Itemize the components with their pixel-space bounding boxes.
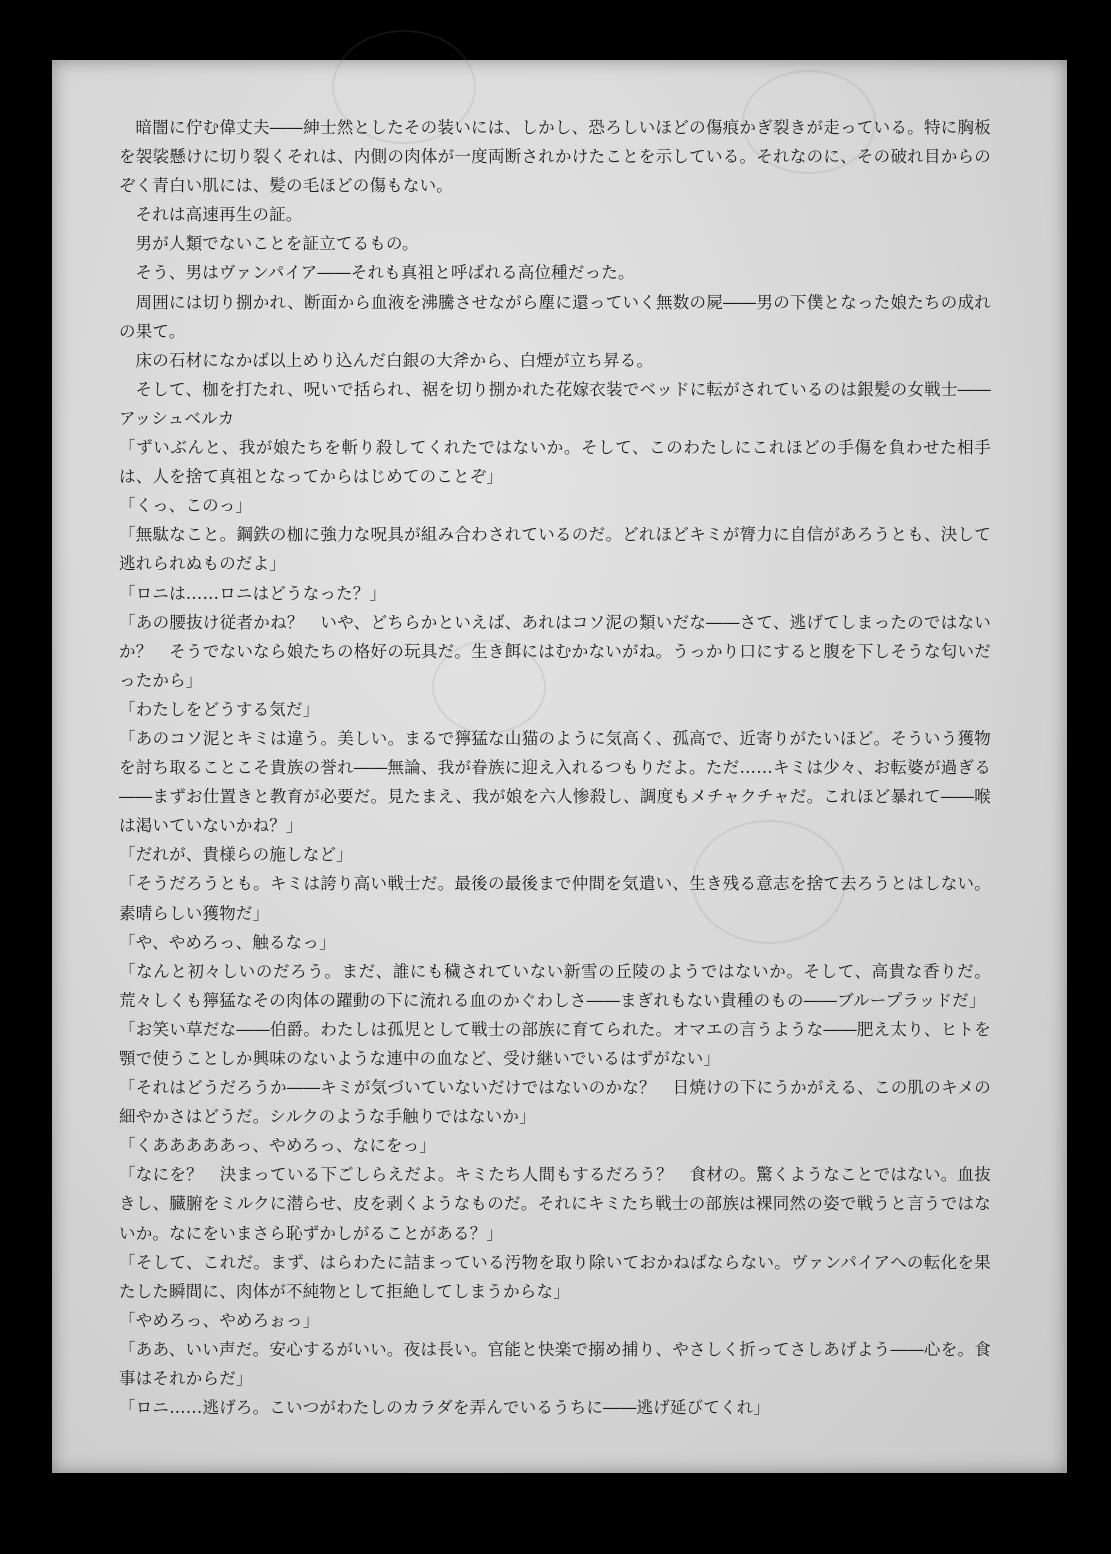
dialogue-paragraph: 「ああ、いい声だ。安心するがいい。夜は長い。官能と快楽で搦め捕り、やさしく折ってさしあげよう――心を。食事はそれからだ」	[119, 1339, 991, 1389]
dialogue-paragraph: 「くあああああっ、やめろっ、なにをっ」	[119, 1136, 437, 1156]
dialogue-paragraph: 「や、やめろっ、触るなっ」	[119, 932, 336, 952]
dialogue-paragraph: 「そうだろうとも。キミは誇り高い戦士だ。最後の最後まで仲間を気遣い、生き残る意志を捨て去ろうとはしない。素晴らしい獲物だ」	[119, 874, 991, 923]
dialogue-paragraph: 「そして、これだ。まず、はらわたに詰まっている汚物を取り除いておかねばならない。ヴァンパイアへの転化を果たした瞬間に、肉体が不純物として拒絶してしまうからな」	[119, 1252, 991, 1301]
narration-paragraph: 暗闇に佇む偉丈夫――紳士然としたその装いには、しかし、恐ろしいほどの傷痕かぎ裂きが走っている。特に胸板を袈裟懸けに切り裂くそれは、内側の肉体が一度両断されかけたことを示している。それなのに、その破れ目からのぞく青白い肌には、髪の毛ほどの傷もない。	[119, 118, 991, 196]
dialogue-paragraph: 「あのコソ泥とキミは違う。美しい。まるで獰猛な山猫のように気高く、孤高で、近寄りがたいほど。そういう獲物を討ち取ることこそ貴族の誉れ――無論、我が眷族に迎え入れるつもりだよ。ただ……キミは少々、お転婆が過ぎる――まずお仕置きと教育が必要だ。見たまえ、我が娘を六人惨殺し、調度もメチャクチャだ。これほど暴れて――喉は渇いていないかね？」	[119, 728, 991, 836]
dialogue-paragraph: 「なんと初々しいのだろう。まだ、誰にも穢されていない新雪の丘陵のようではないか。そして、高貴な香りだ。荒々しくも獰猛なその肉体の躍動の下に流れる血のかぐわしさ――まぎれもない貴種のもの――ブループラッドだ」	[119, 961, 991, 1010]
dialogue-paragraph: 「わたしをどうする気だ」	[119, 699, 320, 719]
dialogue-paragraph: 「やめろっ、やめろぉっ」	[119, 1310, 320, 1330]
body-text	[119, 113, 991, 1422]
narration-paragraph: 床の石材になかば以上めり込んだ白銀の大斧から、白煙が立ち昇る。	[135, 350, 654, 370]
dialogue-paragraph: 「ずいぶんと、我が娘たちを斬り殺してくれたではないか。そして、このわたしにこれほどの手傷を負わせた相手は、人を捨て真祖となってからはじめてのことぞ」	[119, 438, 991, 487]
dialogue-paragraph: 「ロニは……ロニはどうなった？」	[119, 583, 387, 603]
dialogue-paragraph: 「あの腰抜け従者かね？ いや、どちらかといえば、あれはコソ泥の類いだな――さて、逃げてしまったのではないか？ そうでないなら娘たちの格好の玩具だ。生き餌にはむかないがね。うっかり口にすると腹を下しそうな匂いだったから」	[119, 612, 991, 690]
narration-paragraph: 周囲には切り捌かれ、断面から血液を沸騰させながら塵に還っていく無数の屍――男の下僕となった娘たちの成れの果て。	[119, 292, 991, 341]
narration-paragraph: そして、枷を打たれ、呪いで括られ、裾を切り捌かれた花嫁衣装でベッドに転がされているのは銀髪の女戦士――アッシュベルカ	[119, 379, 991, 428]
narration-paragraph: そう、男はヴァンパイア――それも真祖と呼ばれる高位種だった。	[135, 263, 635, 283]
dialogue-paragraph: 「それはどうだろうか――キミが気づいていないだけではないのかな？ 日焼けの下にうかがえる、この肌のキメの細やかさはどうだ。シルクのような手触りではないか」	[119, 1078, 991, 1127]
dialogue-paragraph: 「無駄なこと。鋼鉄の枷に強力な呪具が組み合わされているのだ。どれほどキミが膂力に自信があろうとも、決して逃れられぬものだよ」	[119, 525, 991, 574]
dialogue-paragraph: 「だれが、貴様らの施しなど」	[119, 845, 353, 865]
dialogue-paragraph: 「くっ、このっ」	[119, 496, 253, 516]
narration-paragraph: それは高速再生の証。	[135, 205, 303, 225]
dialogue-paragraph: 「なにを？ 決まっている下ごしらえだよ。キミたち人間もするだろう？ 食材の。驚くようなことではない。血抜きし、臓腑をミルクに潜らせ、皮を剥くようなものだ。それにキミたち戦士の部族は裸同然の姿で戦うと言うではないか。なにをいまさら恥ずかしがることがある？」	[119, 1165, 991, 1243]
dialogue-paragraph: 「お笑い草だな――伯爵。わたしは孤児として戦士の部族に育てられた。オマエの言うような――肥え太り、ヒトを顎で使うことしか興味のないような連中の血など、受け継いでいるはずがない」	[119, 1019, 991, 1068]
narration-paragraph: 男が人類でないことを証立てるもの。	[135, 234, 419, 254]
dialogue-paragraph: 「ロニ……逃げろ。こいつがわたしのカラダを弄んでいるうちに――逃げ延びてくれ」	[119, 1398, 771, 1418]
